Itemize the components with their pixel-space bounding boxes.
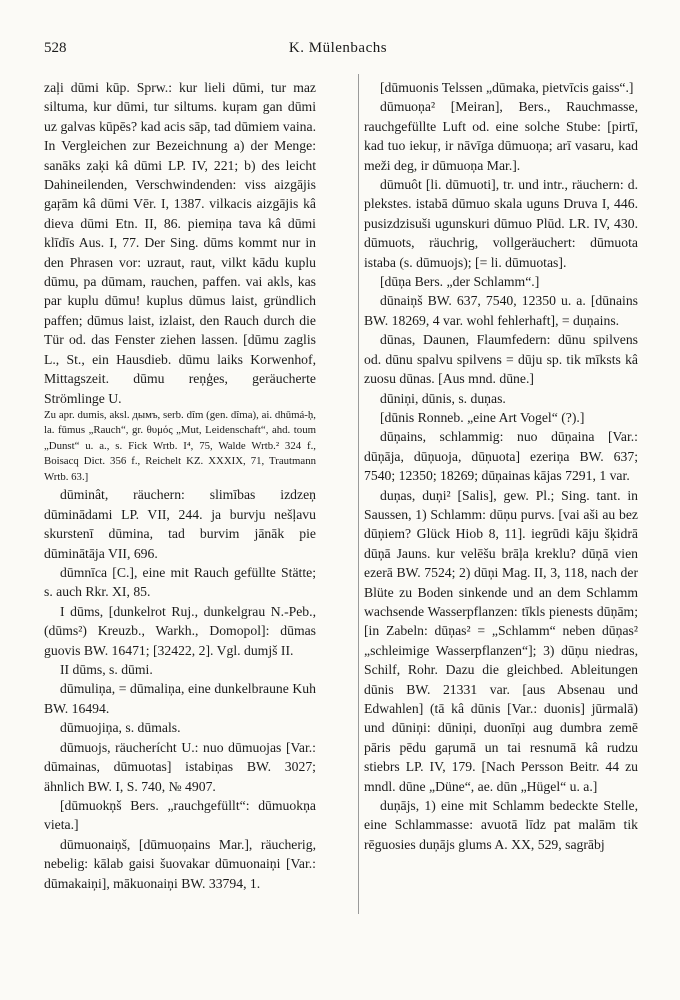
entry-paragraph: dūmuojs, räucherícht U.: nuo dūmuojas [Var.: dūmainas, dūmuotas] istabiņas BW. 3027; ähnlich BW. I, S. 740, № 4907.: [44, 739, 316, 794]
entry-paragraph: dūmuoņa² [Meiran], Bers., Rauchmasse, rauchgefüllte Luft od. eine solche Stube: [pirtī, kad tuo iekuŗ, ir nāvīga dūmuoņa; arī vasaru, kad meži deg, ir dūmuoņa Mar.].: [364, 99, 638, 173]
page-header: [44, 40, 632, 60]
entry-paragraph: duņas, duņi² [Salis], gew. Pl.; Sing. tant. in Saussen, 1) Schlamm: dūņu purvs. [vai aši au bez dūņiem? Glück Hiob 8, 11]. iegrūdi kāju šķidrā dūņā Jauns. kur velēšu brāļa kreklu? dūņā vien ezerā BW. 7524; 2) dūņi Mag. II, 3, 118, nach der Blüte zu Boden sinkende und an dem Schlamm wachsende Wasserpflanzen: tīkls pienests dūņām; [in Zabeln: dūņas² = „Schlamm“ neben dūņas² „schleimige Wasserpflanzen“]; 3) dūņu niedras, Schilf, Rohr. Dazu die gleichbed. Ableitungen dūnis BW. 21331 var. [aus Absenau und Edwahlen] (tā kâ dūnis [Var.: duonis] jūrmalā) und dūniņi: dūniņi, duonīņi aug dumbra zemē pāris pēdu gaŗumā un tai resnumā kâ rudzu stiebrs LP. IV, 179. [Nach Persson Beitr. 44 zu mndl. dūne „Düne“, ae. dūn „Hügel“ u. a.]: [364, 487, 638, 794]
entry-paragraph: dūmuôt [li. dūmuoti], tr. und intr., räuchern: d. plekstes. istabā dūmuo skala uguns Druva I, 446. pusizdzisuši ugunskuri dūmuo Plūd. LR. IV, 430. dūmuots, räuchrig, vollgeräuchert: dūmuota istaba (s. dūmuojs); [= li. dūmuotas].: [364, 177, 638, 270]
entry-paragraph: dūmuliņa, = dūmaliņa, eine dunkelbraune Kuh BW. 16494.: [44, 681, 316, 716]
entry-paragraph: [dūmuokņš Bers. „rauchgefüllt“: dūmuokņa vieta.]: [44, 797, 316, 833]
entry-paragraph: dūņains, schlammig: nuo dūņaina [Var.: dūņāja, dūņuoja, dūņuota] ezeriņa BW. 637; 7540; 12350; 18269; dūņainas kājas 7291, 1 var.: [364, 429, 638, 484]
entry-paragraph: dūminât, räuchern: slimības izdzeņ dūminādami LP. VII, 244. ja burvju nešļavu skurstenī dūmina, tad burvim jānāk pie dūminātāja VII, 696.: [44, 487, 316, 561]
entry-paragraph: dūmnīca [C.], eine mit Rauch gefüllte Stätte; s. auch Rkr. XI, 85.: [44, 565, 316, 600]
entry-paragraph: dūmuojiņa, s. dūmals.: [60, 720, 181, 736]
left-column: [44, 78, 316, 893]
entry-paragraph: dūniņi, dūnis, s. duņas.: [380, 390, 506, 406]
entry-paragraph: [dūmuonis Telssen „dūmaka, pietvīcis gaiss“.]: [380, 80, 634, 95]
entry-paragraph: [dūņa Bers. „der Schlamm“.]: [380, 274, 540, 290]
entry-paragraph: duņājs, 1) eine mit Schlamm bedeckte Stelle, eine Schlammasse: avuotā līdz pat malām tik rēguosies duņājs glums A. XX, 529, sagrābj: [364, 798, 638, 852]
etymology-note: Zu apr. dumis, aksl. дымъ, serb. dîm (gen. dîma), ai. dhūmá-ḥ, la. fūmus „Rauch“, gr. θυμός „Mut, Leidenschaft“, ahd. toum „Dunst“ u. a., s. Fick Wrtb. I⁴, 75, Walde Wrtb.² 324 f., Boisacq Dict. 356 f., Reichelt KZ. XXXIX, 71, Trautmann Wrtb. 63.]: [44, 408, 316, 483]
column-divider: [358, 74, 359, 914]
entry-paragraph: zaļi dūmi kūp. Sprw.: kur lieli dūmi, tur maz siltuma, kur dūmi, tur siltums. kuŗam gan dūmi uz galvas kūpēs? kad acis sāp, tad dūmiem vaina. In Vergleichen zur Bezeichnung a) der Menge: sanāks zaķi kâ dūmi LP. IV, 221; b) des leicht Dahineilenden, Verschwindenden: viss aizgājis gaŗām kâ dūmi Vēr. I, 1387. vilkacis aizgājis kâ dieva dūmi Etn. II, 86. piemiņa tava kâ dūmi klīdīs Aus. I, 77. Der Sing. dūms kommt nur in den Phrasen vor: uzraut, raut, vilkt kādu kuplu dūmu, pa dūmam, rauchen, paffen. vai akls, kas par kuplu dūmu! kuplus dūmus laist, gründlich paffen; dūmus laist, izlaist, den Rauch durch die Tür od. das Fenster ziehen lassen. [dūmu zaglis L., St., ein Hausdieb. dūmu laiks Korwenhof, Mittagszeit. dūmu reņģes, geräucherte Strömlinge U.: [44, 80, 316, 406]
entry-paragraph: [dūnis Ronneb. „eine Art Vogel“ (?).]: [380, 409, 585, 425]
entry-paragraph: dūnaiņš BW. 637, 7540, 12350 u. a. [dūnains BW. 18269, 4 var. wohl fehlerhaft], = duņains.: [364, 293, 638, 328]
page-number: 528: [44, 40, 67, 56]
entry-paragraph: I dūms, [dunkelrot Ruj., dunkelgrau N.-Peb., (dūms²) Kreuzb., Warkh., Domopol]: dūmas guovis BW. 16471; [32422, 2]. Vgl. dumjš II.: [44, 603, 316, 658]
entry-paragraph: II dūms, s. dūmi.: [60, 662, 153, 678]
running-title: K. Mülenbachs: [288, 40, 388, 56]
entry-paragraph: dūmuonaiņš, [dūmuoņains Mar.], räucherig, nebelig: kālab gaisi šuovakar dūmuonaiņi [Var.: dūmakaiņi], mākuonaiņi BW. 33794, 1.: [44, 836, 316, 891]
entry-paragraph: dūnas, Daunen, Flaumfedern: dūnu spilvens od. dūnu spalvu spilvens = dūju sp. tik mīksts kâ zuosu dūnas. [Aus mnd. dūne.]: [364, 332, 638, 387]
right-column: [364, 78, 638, 854]
